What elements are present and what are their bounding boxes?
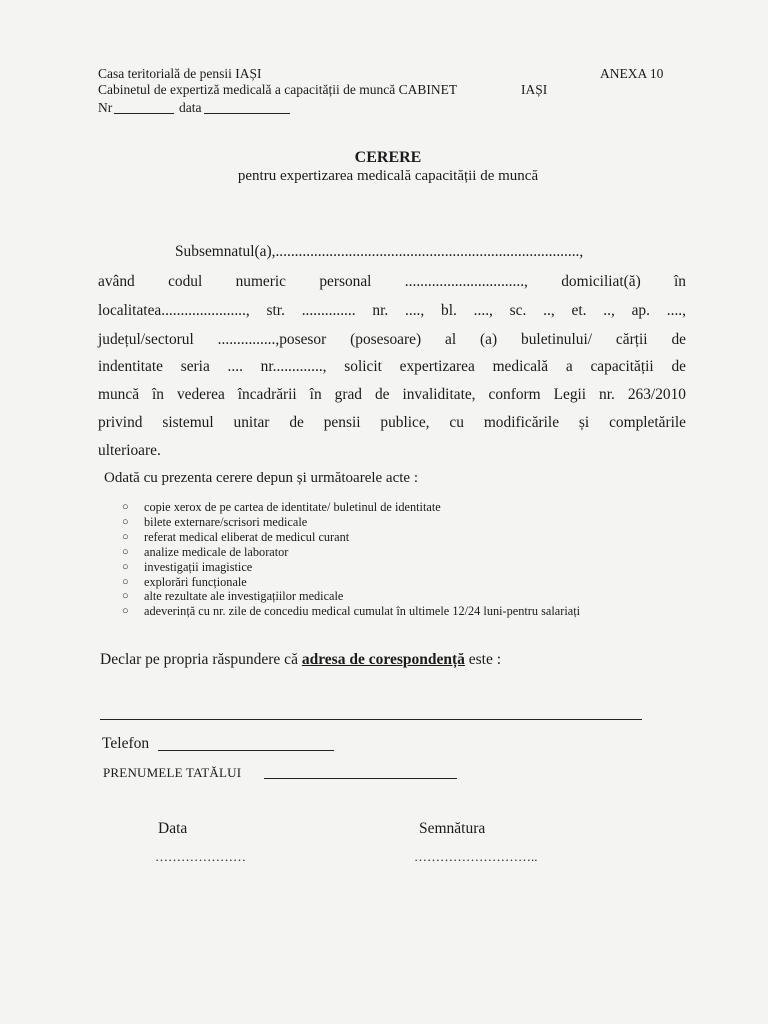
phone-field[interactable] (158, 750, 334, 751)
circle-bullet-icon: ○ (122, 545, 129, 558)
registration-number-field[interactable] (114, 113, 174, 114)
registration-number-label: Nr (98, 100, 113, 115)
circle-bullet-icon: ○ (122, 530, 129, 543)
list-item: ○ copie xerox de pe cartea de identitate/ buletinul de identitate (122, 500, 441, 514)
body-line-system: privind sistemul unitar de pensii publice, cu modificările și completările (98, 414, 686, 431)
list-item: ○ analize medicale de laborator (122, 544, 289, 559)
body-line-law: muncă în vederea încadrării în grad de invaliditate, conform Legii nr. 263/2010 (98, 386, 686, 403)
date-field[interactable]: ………………… (155, 849, 246, 864)
list-item: ○ referat medical eliberat de medicul curant (122, 529, 350, 544)
list-item: ○ bilete externare/scrisori medicale (122, 514, 308, 529)
circle-bullet-icon: ○ (122, 501, 129, 513)
phone-label: Telefon (102, 735, 150, 752)
circle-bullet-icon: ○ (122, 575, 129, 588)
document-title: CERERE (354, 149, 422, 166)
declaration-prefix: Declar pe propria răspundere că (100, 651, 302, 668)
body-line-county: județul/sectorul ...............,posesor (posesoare) al (a) buletinului/ cărții de (98, 331, 686, 348)
registration-date-label: data (179, 100, 202, 115)
declaration-emphasis: adresa de corespondență (301, 651, 465, 668)
list-item: ○ adeverință cu nr. zile de concediu medical cumulat în ultimele 12/24 luni-pentru salariați (122, 604, 581, 619)
list-item: ○ alte rezultate ale investigațiilor medicale (122, 589, 344, 604)
date-label: Data (158, 820, 188, 837)
body-line-cnp: având codul numeric personal ..............................., domiciliat(ă) în (98, 273, 686, 290)
documents-list (122, 500, 580, 619)
father-name-label: PRENUMELE TATĂLUI (103, 765, 242, 780)
circle-bullet-icon: ○ (122, 590, 129, 603)
list-item: ○ investigații imagistice (122, 559, 253, 574)
declaration-text (100, 651, 501, 669)
cabinet-city: IAȘI (521, 82, 548, 97)
body-line-address: localitatea......................, str. .............. nr. ...., bl. ...., sc. .., et. .., ap. ...., (98, 302, 686, 319)
body-line-name: Subsemnatul(a),..............................................................................., (175, 243, 584, 260)
circle-bullet-icon: ○ (122, 605, 129, 618)
declaration-suffix: este : (464, 651, 502, 668)
father-name-field[interactable] (264, 778, 457, 779)
circle-bullet-icon: ○ (122, 560, 129, 573)
annex-label: ANEXA 10 (600, 66, 664, 81)
body-line-end: ulterioare. (98, 442, 161, 459)
circle-bullet-icon: ○ (122, 515, 129, 528)
cabinet-name: Cabinetul de expertiză medicală a capacității de muncă CABINET (98, 82, 458, 97)
list-item: ○ explorări funcționale (122, 574, 247, 589)
body-line-id-series: indentitate seria .... nr............., solicit expertizarea medicală a capacității de (98, 358, 686, 375)
registration-date-field[interactable] (204, 113, 290, 114)
correspondence-address-field[interactable] (100, 719, 642, 720)
document-subtitle: pentru expertizarea medicală capacității de muncă (237, 168, 539, 184)
signature-label: Semnătura (419, 820, 486, 837)
institution-name: Casa teritorială de pensii IAȘI (98, 66, 262, 81)
signature-field[interactable]: ……………………….. (414, 849, 538, 864)
documents-intro: Odată cu prezenta cerere depun și următoarele acte : (104, 470, 418, 486)
